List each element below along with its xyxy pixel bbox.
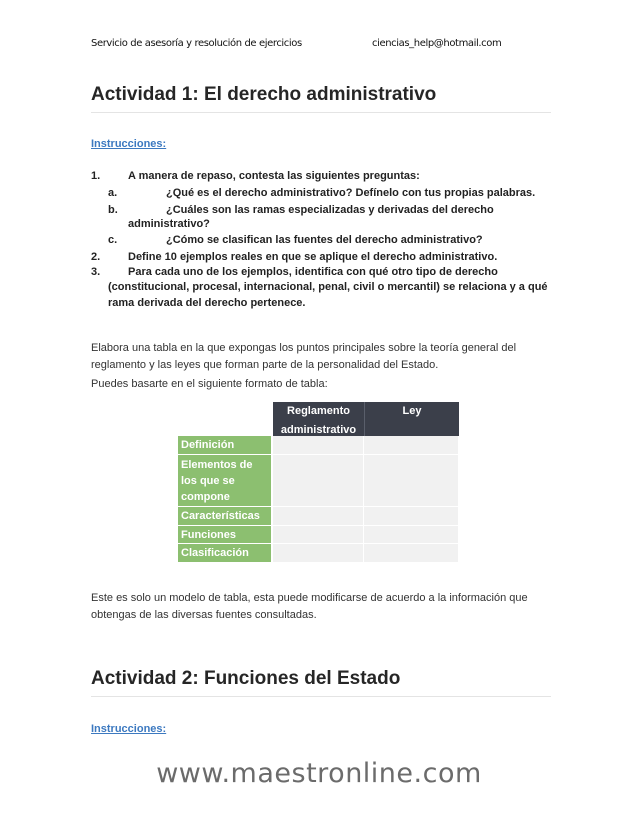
list-item-continuation: administrativo? bbox=[128, 218, 210, 230]
table-row-definicion: Definición bbox=[178, 436, 271, 455]
row-label-line: Elementos de bbox=[181, 459, 253, 471]
list-number: a. bbox=[108, 187, 118, 199]
header-label: Ley bbox=[402, 405, 422, 417]
list-number: 3. bbox=[91, 266, 101, 278]
activity2-divider bbox=[91, 696, 551, 697]
table-cell bbox=[364, 544, 459, 563]
header-service-text: Servicio de asesoría y resolución de ejercicios bbox=[91, 38, 302, 49]
activity1-title: Actividad 1: El derecho administrativo bbox=[91, 84, 437, 105]
table-cell bbox=[364, 455, 459, 507]
list-item: ¿Qué es el derecho administrativo? Defínelo con tus propias palabras. bbox=[166, 187, 536, 199]
list-item: Para cada uno de los ejemplos, identifica con qué otro tipo de derecho bbox=[128, 266, 498, 278]
table-cell bbox=[364, 526, 459, 544]
header-email[interactable]: ciencias_help@hotmail.com bbox=[372, 38, 502, 49]
table-cell bbox=[273, 544, 364, 563]
list-number: c. bbox=[108, 234, 118, 246]
list-item: A manera de repaso, contesta las siguientes preguntas: bbox=[128, 170, 420, 182]
table-cell bbox=[364, 436, 459, 455]
header-label: Reglamento bbox=[287, 405, 350, 417]
activity2-title: Actividad 2: Funciones del Estado bbox=[91, 668, 401, 689]
list-item-continuation: rama derivada del derecho pertenece. bbox=[108, 297, 306, 309]
list-item-continuation: (constitucional, procesal, internacional, penal, civil o mercantil) se relaciona y a qué bbox=[108, 281, 548, 293]
table-cell bbox=[364, 507, 459, 526]
list-item: ¿Cuáles son las ramas especializadas y derivadas del derecho bbox=[166, 204, 494, 216]
header-label: administrativo bbox=[280, 424, 357, 436]
table-row-clasificacion: Clasificación bbox=[178, 544, 271, 563]
list-number: b. bbox=[108, 204, 118, 216]
list-number: 1. bbox=[91, 170, 101, 182]
activity2-instructions-link[interactable]: Instrucciones: bbox=[91, 723, 167, 735]
paragraph-line: obtengas de las diversas fuentes consultadas. bbox=[91, 609, 317, 621]
list-item: ¿Cómo se clasifican las fuentes del derecho administrativo? bbox=[166, 234, 483, 246]
table-cell bbox=[273, 455, 364, 507]
paragraph-line: Este es solo un modelo de tabla, esta puede modificarse de acuerdo a la información que bbox=[91, 592, 528, 604]
table-cell bbox=[273, 507, 364, 526]
paragraph-line: reglamento y las leyes que forman parte de la personalidad del Estado. bbox=[91, 359, 439, 371]
table-cell bbox=[273, 436, 364, 455]
table-row-elementos bbox=[178, 455, 271, 507]
list-item: Define 10 ejemplos reales en que se aplique el derecho administrativo. bbox=[128, 251, 498, 263]
paragraph-line: Puedes basarte en el siguiente formato de tabla: bbox=[91, 378, 328, 390]
row-label-line: compone bbox=[181, 491, 230, 503]
table-header-ley bbox=[364, 402, 459, 436]
table-cell bbox=[273, 526, 364, 544]
table-row-funciones: Funciones bbox=[178, 526, 271, 544]
footer-website-url[interactable]: www.maestronline.com bbox=[156, 758, 482, 789]
list-number: 2. bbox=[91, 251, 101, 263]
paragraph-line: Elabora una tabla en la que expongas los puntos principales sobre la teoría general del bbox=[91, 342, 517, 354]
activity1-instructions-link[interactable]: Instrucciones: bbox=[91, 138, 167, 150]
table-row-caracteristicas: Características bbox=[178, 507, 271, 526]
table-header-reglamento bbox=[273, 402, 364, 436]
activity1-divider bbox=[91, 112, 551, 113]
row-label-line: los que se bbox=[181, 475, 235, 487]
